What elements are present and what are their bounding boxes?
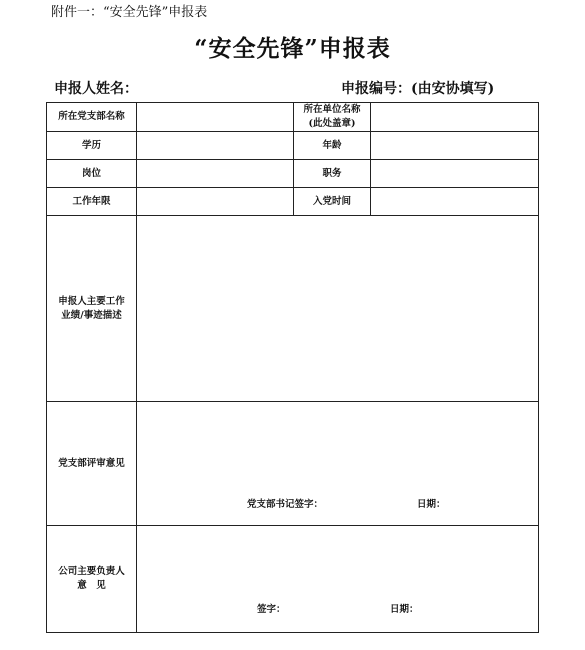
post-field[interactable] (137, 160, 294, 188)
education-label: 学历 (47, 132, 137, 160)
company-opinion-label-line1: 公司主要负责人 (58, 566, 125, 577)
secretary-signature-label: 党支部书记签字： (247, 499, 324, 510)
form-row-branch-opinion (47, 402, 539, 526)
company-opinion-date-label: 日期： (390, 604, 419, 615)
post-label: 岗位 (47, 160, 137, 188)
form-row-years (47, 188, 539, 216)
work-years-label: 工作年限 (47, 188, 137, 216)
education-field[interactable] (137, 132, 294, 160)
age-label: 年龄 (294, 132, 371, 160)
company-opinion-label-line2: 意 见 (77, 580, 106, 591)
position-field[interactable] (371, 160, 539, 188)
application-form-table (46, 102, 539, 633)
application-number-label: 申报编号：(由安协填写) (341, 81, 495, 97)
achievement-label-line2: 业绩/事迹描述 (61, 309, 122, 321)
unit-name-label-line2: (此处盖章) (308, 118, 356, 129)
achievement-label (47, 216, 137, 402)
branch-opinion-date-label: 日期： (417, 499, 446, 510)
position-label: 职务 (294, 160, 371, 188)
form-row-education (47, 132, 539, 160)
branch-opinion-field[interactable] (137, 402, 539, 526)
branch-name-field[interactable] (137, 103, 294, 132)
branch-opinion-label: 党支部评审意见 (47, 402, 137, 526)
unit-name-label-line1: 所在单位名称 (303, 104, 361, 115)
achievement-field[interactable] (137, 216, 539, 402)
age-field[interactable] (371, 132, 539, 160)
form-row-branch (47, 103, 539, 132)
branch-name-label: 所在党支部名称 (47, 103, 137, 132)
form-row-post (47, 160, 539, 188)
join-party-field[interactable] (371, 188, 539, 216)
join-party-label: 入党时间 (294, 188, 371, 216)
company-opinion-field[interactable] (137, 526, 539, 633)
work-years-field[interactable] (137, 188, 294, 216)
form-row-company-opinion (47, 526, 539, 633)
company-opinion-label (47, 526, 137, 633)
signature-label: 签字： (257, 604, 286, 615)
applicant-name-label: 申报人姓名： (54, 81, 138, 97)
form-row-achievements (47, 216, 539, 402)
page-title: “安全先锋”申报表 (194, 35, 391, 62)
unit-name-field[interactable] (371, 103, 539, 132)
unit-name-label (294, 103, 371, 132)
annex-label: 附件一：“安全先锋”申报表 (51, 5, 208, 20)
achievement-label-line1: 申报人主要工作 (58, 295, 125, 307)
